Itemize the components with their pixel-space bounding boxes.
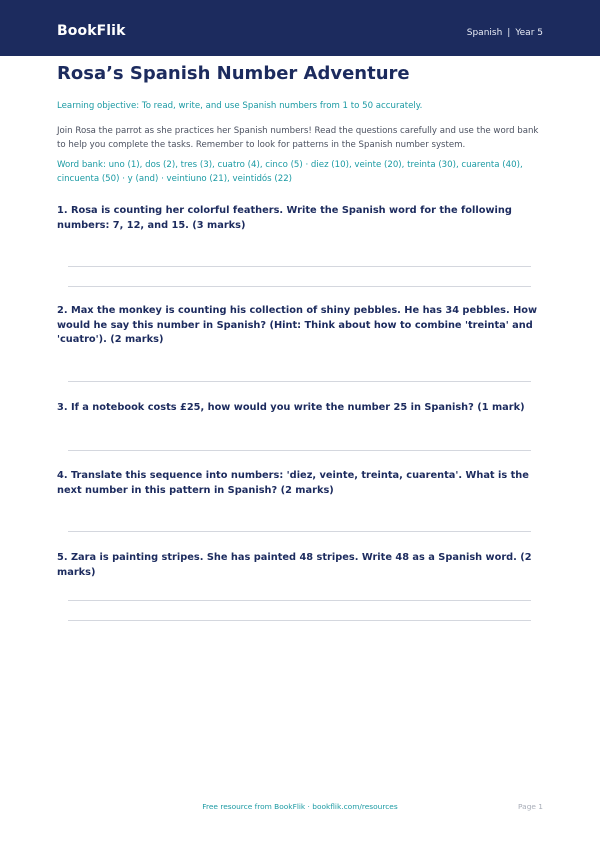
answer-line[interactable]: [68, 450, 531, 451]
question-2: 2. Max the monkey is counting his collection of shiny pebbles. He has 34 pebbles. How would he say this number in Spanish? (Hint: Think about how to combine 'treinta' and 'cuatro'). (2 marks): [57, 305, 538, 345]
intro-paragraph: Join Rosa the parrot as she practices her Spanish numbers! Read the questions carefully and use the word bank to help you complete the tasks. Remember to look for patterns in the Spanish number system.: [57, 126, 539, 150]
answer-line[interactable]: [68, 531, 531, 532]
subject-year-label: [467, 28, 543, 38]
page-number: Page 1: [518, 802, 543, 811]
question-4: 4. Translate this sequence into numbers: 'diez, veinte, treinta, cuarenta'. What is the next number in this pattern in Spanish? (2 marks): [57, 470, 529, 496]
answer-line[interactable]: [68, 620, 531, 621]
answer-line[interactable]: [68, 266, 531, 267]
subject-label: Spanish: [466, 28, 503, 38]
separator: |: [507, 28, 511, 38]
header-bar: [0, 0, 600, 56]
question-5: 5. Zara is painting stripes. She has painted 48 stripes. Write 48 as a Spanish word. (2 marks): [57, 552, 532, 578]
question-1: 1. Rosa is counting her colorful feathers. Write the Spanish word for the following numbers: 7, 12, and 15. (3 marks): [57, 205, 512, 231]
page-title: Rosa’s Spanish Number Adventure: [57, 63, 410, 84]
learning-objective: Learning objective: To read, write, and use Spanish numbers from 1 to 50 accurately.: [57, 101, 423, 111]
word-bank: Word bank: uno (1), dos (2), tres (3), cuatro (4), cinco (5) · diez (10), veinte (20), treinta (30), cuarenta (40), cincuenta (50) · y (and) · veintiuno (21), veintidós (22): [57, 160, 523, 184]
answer-line[interactable]: [68, 381, 531, 382]
question-3: 3. If a notebook costs £25, how would you write the number 25 in Spanish? (1 mark): [57, 402, 525, 413]
answer-line[interactable]: [68, 286, 531, 287]
brand-logo[interactable]: BookFlik: [57, 23, 126, 39]
year-label: Year 5: [515, 28, 543, 38]
footer-text[interactable]: Free resource from BookFlik · bookflik.com/resources: [202, 802, 398, 811]
answer-line[interactable]: [68, 600, 531, 601]
